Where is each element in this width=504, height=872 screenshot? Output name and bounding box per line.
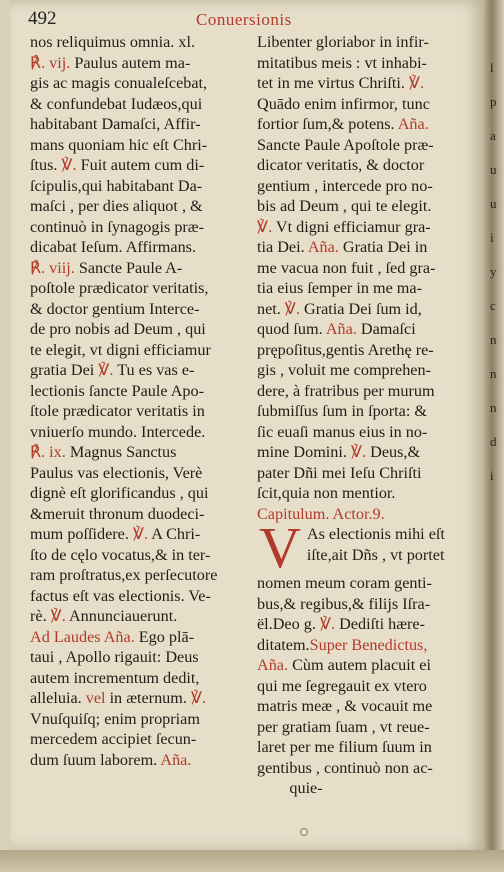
body-text: quie- bbox=[257, 779, 323, 797]
text-line bbox=[30, 401, 248, 422]
body-text: prępoſitus,gentis Arethę re- bbox=[257, 340, 434, 359]
rubric-text: ℣. bbox=[50, 607, 66, 625]
body-text: matris meæ , & vocauit me bbox=[257, 697, 433, 715]
text-line bbox=[30, 442, 248, 463]
text-line bbox=[257, 573, 479, 594]
text-line bbox=[30, 340, 248, 361]
body-text: dicator veritatis, & doctor bbox=[257, 156, 425, 174]
text-line bbox=[30, 53, 248, 74]
body-text: Gratia Dei ſum id, bbox=[300, 299, 422, 318]
body-text: mum poſſidere. bbox=[30, 525, 133, 543]
text-line bbox=[257, 381, 479, 402]
body-text: continuò in ſynagogis præ- bbox=[30, 217, 204, 236]
text-line bbox=[257, 463, 479, 484]
text-line bbox=[257, 401, 479, 422]
body-text: Damaſci bbox=[356, 320, 416, 338]
body-text: ël.Deo g. bbox=[257, 615, 320, 633]
text-line bbox=[30, 688, 248, 709]
body-text: Fuit autem cum di- bbox=[76, 156, 205, 174]
body-text: qui me ſegregauit ex vtero bbox=[257, 676, 427, 695]
body-text: dignè eſt glorificandus , qui bbox=[30, 484, 209, 502]
text-line bbox=[30, 278, 248, 299]
body-text: ſcit,quia non mentior. bbox=[257, 484, 396, 502]
body-text: quod ſum. bbox=[257, 320, 326, 338]
text-line bbox=[30, 627, 248, 648]
text-line bbox=[30, 750, 248, 771]
text-line bbox=[257, 155, 479, 176]
body-text: A Chri- bbox=[148, 525, 201, 543]
text-line bbox=[30, 319, 248, 340]
rubric-text: Super Benedictus, bbox=[309, 635, 428, 654]
body-text: gratia Dei bbox=[30, 361, 99, 379]
body-text: poſtole prædicator veritatis, bbox=[30, 279, 209, 297]
body-text: te elegit, vt digni efficiamur bbox=[30, 340, 211, 359]
text-line bbox=[257, 614, 479, 635]
body-text: in æternum. bbox=[105, 689, 191, 707]
body-text: Vt digni efficiamur gra- bbox=[272, 217, 431, 236]
right-column-bottom bbox=[257, 573, 479, 799]
body-text: ſto de cęlo vocatus,& in ter- bbox=[30, 545, 211, 564]
margin-character: u bbox=[490, 162, 497, 177]
body-text: Deus,& bbox=[366, 443, 421, 461]
page-bottom-shadow bbox=[0, 850, 504, 872]
body-text: Ego plā- bbox=[134, 627, 195, 646]
body-text: ſcipulis,qui habitabant Da- bbox=[30, 176, 203, 195]
body-text: Sancte Paule Apoſtole præ- bbox=[257, 135, 434, 154]
body-text: net. bbox=[257, 299, 285, 318]
text-line bbox=[257, 135, 479, 156]
body-text: mine Domini. bbox=[257, 443, 351, 461]
body-text: & doctor gentium Interce- bbox=[30, 299, 200, 318]
body-text: Gratia Dei in bbox=[338, 238, 428, 256]
page-header bbox=[28, 8, 468, 32]
text-line bbox=[257, 217, 479, 238]
text-line bbox=[257, 176, 479, 197]
rubric-text: ℟. vij. bbox=[30, 53, 71, 72]
text-line bbox=[257, 94, 479, 115]
text-line bbox=[257, 258, 479, 279]
page-number: 492 bbox=[28, 8, 57, 29]
text-line bbox=[30, 73, 248, 94]
body-text: gis ac magis conualeſcebat, bbox=[30, 74, 208, 92]
body-text: dum ſuum laborem. bbox=[30, 750, 161, 769]
body-text: mans quoniam hic eſt Chri- bbox=[30, 135, 208, 154]
text-line bbox=[30, 360, 248, 381]
body-text: Dediſti hære- bbox=[335, 615, 425, 633]
text-line bbox=[30, 586, 248, 607]
body-text: maſci , per dies aliquot , & bbox=[30, 197, 203, 215]
facing-page-margin-text bbox=[490, 60, 500, 502]
margin-character: l bbox=[490, 60, 494, 75]
text-line bbox=[30, 606, 248, 627]
text-line bbox=[30, 729, 248, 750]
text-line bbox=[257, 778, 479, 799]
text-line bbox=[257, 696, 479, 717]
body-text: Paulus vas electionis, Verè bbox=[30, 463, 203, 482]
text-line bbox=[30, 114, 248, 135]
text-line bbox=[257, 360, 479, 381]
rubric-text: ℣. bbox=[132, 525, 149, 543]
text-line bbox=[257, 340, 479, 361]
body-text: lectionis ſancte Paule Apo- bbox=[30, 381, 204, 400]
body-text: tet in me virtus Chriſti. bbox=[257, 74, 409, 92]
body-text: As electionis mihi eſt bbox=[306, 525, 445, 543]
rubric-text: ℣. bbox=[98, 361, 114, 379]
body-text: fortior ſum,& potens. bbox=[257, 115, 398, 133]
text-line bbox=[257, 114, 479, 135]
body-text: alleluia. bbox=[30, 689, 86, 707]
margin-character: c bbox=[490, 298, 496, 313]
body-text: taui , Apollo rigauit: Deus bbox=[30, 648, 199, 666]
body-text: habitabant Damaſci, Affir- bbox=[30, 115, 201, 133]
text-line bbox=[30, 237, 248, 258]
margin-character: i bbox=[490, 468, 494, 483]
body-text: Quādo enim infirmor, tunc bbox=[257, 94, 430, 113]
margin-character: n bbox=[490, 400, 497, 415]
body-text: factus eſt vas electionis. Ve- bbox=[30, 586, 211, 605]
body-text: bus,& regibus,& filijs Iſra- bbox=[257, 594, 431, 613]
body-text: autem incrementum dedit, bbox=[30, 668, 200, 687]
body-text: dicabat Ieſum. Affirmans. bbox=[30, 238, 197, 256]
body-text: Annunciauerunt. bbox=[65, 607, 178, 625]
text-line bbox=[30, 155, 248, 176]
body-text: tia Dei. bbox=[257, 238, 308, 256]
body-text: & confundebat Iudæos,qui bbox=[30, 94, 203, 113]
text-line bbox=[257, 483, 479, 504]
rubric-text: ℟. ix. bbox=[30, 443, 66, 461]
text-line bbox=[257, 237, 479, 258]
body-text: nomen meum coram genti- bbox=[257, 574, 432, 592]
text-line bbox=[257, 196, 479, 217]
body-text: ram proſtratus,ex perſecutore bbox=[30, 566, 218, 584]
body-text: mercedem accipiet ſecun- bbox=[30, 730, 197, 748]
rubric-text: Capitulum. Actor.9. bbox=[257, 504, 385, 523]
text-line bbox=[30, 483, 248, 504]
text-line bbox=[30, 299, 248, 320]
body-text: de pro nobis ad Deum , qui bbox=[30, 320, 206, 338]
body-text: ſic euaſi manus eius in no- bbox=[257, 422, 428, 441]
page-ornament-dot bbox=[300, 828, 308, 836]
body-text: me vacua non fuit , ſed gra- bbox=[257, 258, 436, 277]
text-line bbox=[30, 504, 248, 525]
text-line bbox=[30, 545, 248, 566]
rubric-text: vel bbox=[85, 689, 106, 707]
rubric-text: Aña. bbox=[325, 320, 357, 338]
body-text: laret per me filium ſuum in bbox=[257, 738, 432, 756]
text-line bbox=[30, 422, 248, 443]
rubric-text: Aña. bbox=[160, 750, 192, 769]
body-text: rè. bbox=[30, 607, 51, 625]
rubric-text: Aña. bbox=[397, 115, 429, 133]
drop-cap-initial: V bbox=[259, 515, 301, 580]
body-text: Sancte Paule A- bbox=[74, 258, 183, 277]
rubric-text: Ad Laudes Aña. bbox=[30, 627, 135, 646]
margin-character: n bbox=[490, 366, 497, 381]
text-line bbox=[257, 717, 479, 738]
body-text: mitatibus meis : vt inhabi- bbox=[257, 53, 427, 72]
body-text: gis , voluit me comprehen- bbox=[257, 361, 431, 379]
rubric-text: ℣. bbox=[190, 689, 207, 707]
margin-character: n bbox=[490, 332, 497, 347]
body-text: iſte,ait Dñs , vt portet bbox=[306, 545, 445, 564]
body-text: nos reliquimus omnia. xl. bbox=[30, 33, 196, 51]
text-line bbox=[257, 319, 479, 340]
rubric-text: ℣. bbox=[408, 74, 425, 92]
body-text: Paulus autem ma- bbox=[70, 53, 191, 72]
right-column-top bbox=[257, 32, 479, 524]
body-text: Magnus Sanctus bbox=[65, 443, 177, 461]
body-text: ditatem. bbox=[257, 635, 310, 654]
text-line bbox=[257, 442, 479, 463]
rubric-text: ℣. bbox=[350, 443, 367, 461]
text-line bbox=[30, 381, 248, 402]
body-text: gentium , intercede pro no- bbox=[257, 176, 433, 195]
text-line bbox=[30, 258, 248, 279]
text-line bbox=[307, 524, 479, 545]
margin-character: a bbox=[490, 128, 496, 143]
body-text: pater Dñi mei Ieſu Chriſti bbox=[257, 463, 422, 482]
body-text: vniuerſo mundo. Intercede. bbox=[30, 422, 206, 441]
left-column bbox=[30, 32, 248, 770]
text-line bbox=[257, 635, 479, 656]
text-line bbox=[307, 545, 479, 566]
text-line bbox=[257, 737, 479, 758]
text-line bbox=[257, 504, 479, 525]
text-line bbox=[257, 299, 479, 320]
text-line bbox=[30, 524, 248, 545]
rubric-text: ℣. bbox=[61, 156, 77, 174]
margin-character: u bbox=[490, 196, 497, 211]
right-column bbox=[257, 32, 479, 799]
rubric-text: Aña. bbox=[257, 656, 289, 674]
dropcap-block bbox=[257, 515, 479, 580]
text-line bbox=[257, 422, 479, 443]
margin-character: i bbox=[490, 230, 494, 245]
body-text: ſtole prædicator veritatis in bbox=[30, 402, 205, 420]
body-text: tia eius ſemper in me ma- bbox=[257, 279, 422, 297]
body-text: Vnuſquiſq; enim propriam bbox=[30, 709, 200, 728]
text-line bbox=[257, 32, 479, 53]
text-line bbox=[257, 73, 479, 94]
body-text: gentibus , continuò non ac- bbox=[257, 758, 433, 777]
rubric-text: ℣. bbox=[284, 299, 300, 318]
margin-character: p bbox=[490, 94, 497, 109]
text-line bbox=[257, 655, 479, 676]
body-text: Libenter gloriabor in infir- bbox=[257, 33, 429, 51]
rubric-text: ℟. viij. bbox=[30, 258, 75, 277]
text-line bbox=[30, 668, 248, 689]
text-line bbox=[257, 594, 479, 615]
body-text: per gratiam ſuam , vt reue- bbox=[257, 717, 430, 736]
body-text: bis ad Deum , qui te elegit. bbox=[257, 197, 432, 215]
text-line bbox=[30, 565, 248, 586]
text-line bbox=[257, 758, 479, 779]
body-text: dere, à fratribus per murum bbox=[257, 381, 435, 400]
rubric-text: ℣. bbox=[319, 615, 336, 633]
text-line bbox=[257, 278, 479, 299]
text-line bbox=[30, 176, 248, 197]
rubric-text: ℣. bbox=[257, 217, 273, 236]
text-line bbox=[30, 217, 248, 238]
text-line bbox=[30, 94, 248, 115]
body-text: Cùm autem placuit ei bbox=[288, 656, 431, 674]
text-line bbox=[30, 135, 248, 156]
margin-character: d bbox=[490, 434, 497, 449]
text-line bbox=[257, 53, 479, 74]
body-text: &meruit thronum duodeci- bbox=[30, 504, 205, 523]
margin-character: y bbox=[490, 264, 497, 279]
text-line bbox=[257, 676, 479, 697]
text-line bbox=[30, 463, 248, 484]
rubric-text: Aña. bbox=[307, 238, 339, 256]
text-line bbox=[30, 647, 248, 668]
text-line bbox=[30, 32, 248, 53]
body-text: ſubmiſſus ſum in ſporta: & bbox=[257, 402, 427, 420]
running-head: Conuersionis bbox=[196, 10, 292, 29]
text-line bbox=[30, 709, 248, 730]
body-text: ſtus. bbox=[30, 156, 62, 174]
body-text: Tu es vas e- bbox=[113, 361, 195, 379]
text-line bbox=[30, 196, 248, 217]
